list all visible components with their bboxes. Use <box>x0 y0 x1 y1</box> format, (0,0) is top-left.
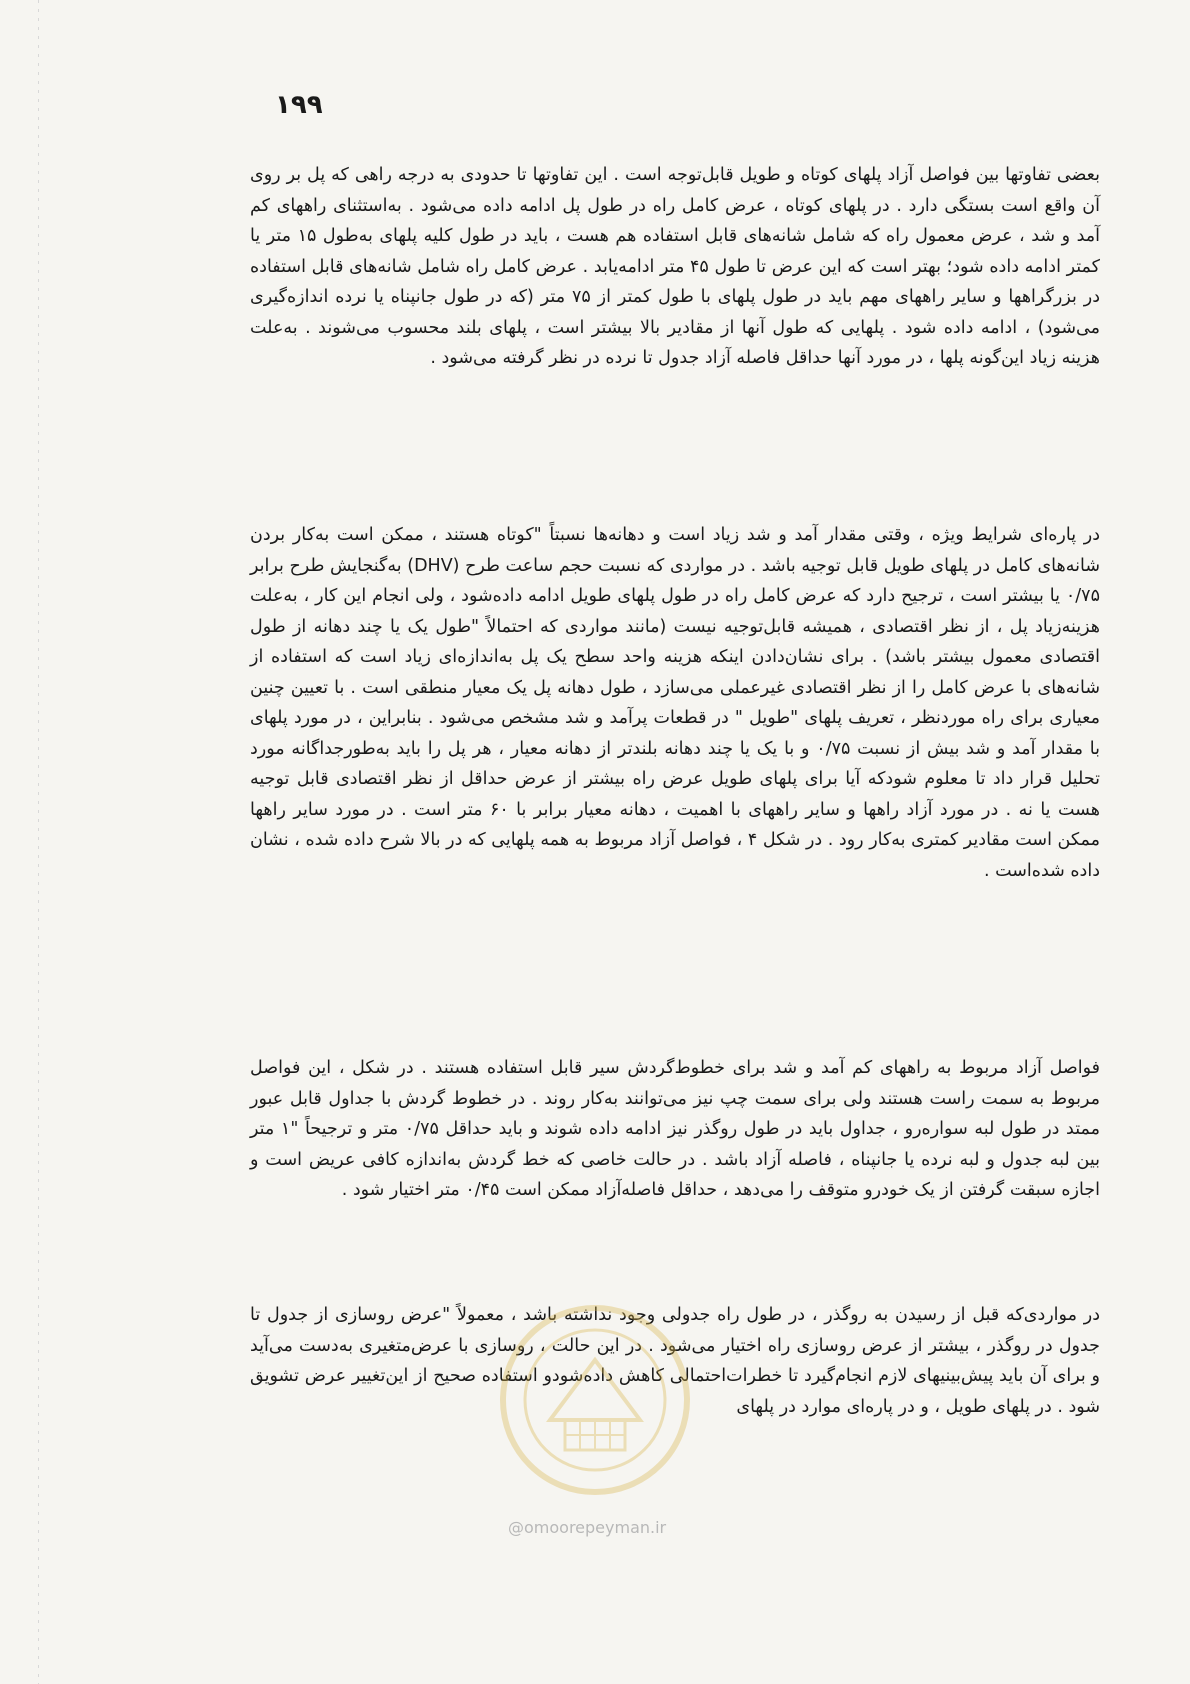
paragraph-4: در مواردی‌که قبل از رسیدن به روگذر ، در طول راه جدولی وجود نداشته باشد ، معمولاً "عرض روسازی از جدول تا جدول در روگذر ، بیشتر از عرض روسازی راه اختیار می‌شود . در این حالت ، روسازی با عرض‌متغیری به‌دست می‌آید و برای آن باید پیش‌بینیهای لازم انجام‌گیرد تا خطرات‌احتمالی کاهش داده‌شودو استفاده صحیح از این‌تغییر عرض تشویق شود . در پلهای طویل ، و در پاره‌ای موارد در پلهای <box>250 1305 1100 1417</box>
scan-margin-line <box>38 0 39 1684</box>
paragraph-3: فواصل آزاد مربوط به راههای کم آمد و شد برای خطوط‌گردش سیر قابل استفاده هستند . در شکل ، این فواصل مربوط به سمت راست هستند ولی برای سمت چپ نیز می‌توانند به‌کار روند . در خطوط گردش با جداول قابل عبور ممتد در طول لبه سواره‌رو ، جداول باید در طول روگذر نیز ادامه داده شوند و باید حداقل ۰/۷۵ متر و ترجیحاً "۱ متر بین لبه جدول و لبه نرده یا جانپناه ، فاصله آزاد باشد . در حالت خاصی که خط گردش به‌اندازه کافی عریض است و اجازه سبقت گرفتن از یک خودرو متوقف را می‌دهد ، حداقل فاصله‌آزاد ممکن است ۰/۴۵ متر اختیار شود . <box>250 1058 1101 1200</box>
paragraph-1: بعضی تفاوتها بین فواصل آزاد پلهای کوتاه و طویل قابل‌توجه است . این تفاوتها تا حدودی به درجه راهی که پل بر روی آن واقع است بستگی دارد . در پلهای کوتاه ، عرض کامل راه در طول پل ادامه داده می‌شود . به‌استثنای راههای کم آمد و شد ، عرض معمول راه که شامل شانه‌های قابل استفاده هم هست ، باید در طول کلیه پلهای به‌طول ۱۵ متر یا کمتر ادامه داده شود؛ بهتر است که این عرض تا طول ۴۵ متر ادامه‌یابد . عرض کامل راه شامل شانه‌های قابل استفاده در بزرگراهها و سایر راههای مهم باید در طول پلهای با طول کمتر از ۷۵ متر (که در طول جانپناه یا نرده اندازه‌گیری می‌شود) ، ادامه داده شود . پلهایی که طول آنها از مقادیر بالا بیشتر است ، پلهای بلند محسوب می‌شوند . به‌علت هزینه زیاد این‌گونه پلها ، در مورد آنها حداقل فاصله آزاد جدول تا نرده در نظر گرفته می‌شود . <box>250 165 1100 368</box>
page-number: ۱۹۹ <box>275 90 323 120</box>
watermark-text: @omoorepeyman.ir <box>508 1518 667 1537</box>
paragraph-2: در پاره‌ای شرایط ویژه ، وقتی مقدار آمد و شد زیاد است و دهانه‌ها نسبتاً "کوتاه هستند ، ممکن است به‌کار بردن شانه‌های کامل در پلهای طویل قابل توجیه باشد . در مواردی که نسبت حجم ساعت طرح (DHV) به‌گنجایش طرح برابر ۰/۷۵ یا بیشتر است ، ترجیح دارد که عرض کامل راه در طول پلهای طویل ادامه داده‌شود ، ولی انجام این کار ، به‌علت هزینه‌زیاد پل ، از نظر اقتصادی ، همیشه قابل‌توجیه نیست (مانند مواردی که احتمالاً "طول یک یا چند دهانه از طول اقتصادی معمول بیشتر باشد) . برای نشان‌دادن اینکه هزینه واحد سطح یک پل به‌اندازه‌ای زیاد است که استفاده از شانه‌های با عرض کامل را از نظر اقتصادی غیرعملی می‌سازد ، طول دهانه پل یک معیار منطقی است . با تعیین چنین معیاری برای راه موردنظر ، تعریف پلهای "طویل " در قطعات پرآمد و شد مشخص می‌شود . بنابراین ، در مورد پلهای با مقدار آمد و شد بیش از نسبت ۰/۷۵ و با یک یا چند دهانه بلندتر از دهانه معیار ، هر پل را باید به‌طورجداگانه مورد تحلیل قرار داد تا معلوم شودکه آیا برای پلهای طویل عرض راه بیشتر از عرض حداقل از نظر اقتصادی قابل توجیه هست یا نه . در مورد آزاد راهها و سایر راههای با اهمیت ، دهانه معیار برابر با ۶۰ متر است . در مورد سایر راهها ممکن است مقادیر کمتری به‌کار رود . در شکل ۴ ، فواصل آزاد مربوط به همه پلهایی که در بالا شرح داده شده ، نشان داده شده‌است . <box>250 525 1101 881</box>
watermark-seal-icon <box>495 1300 695 1500</box>
